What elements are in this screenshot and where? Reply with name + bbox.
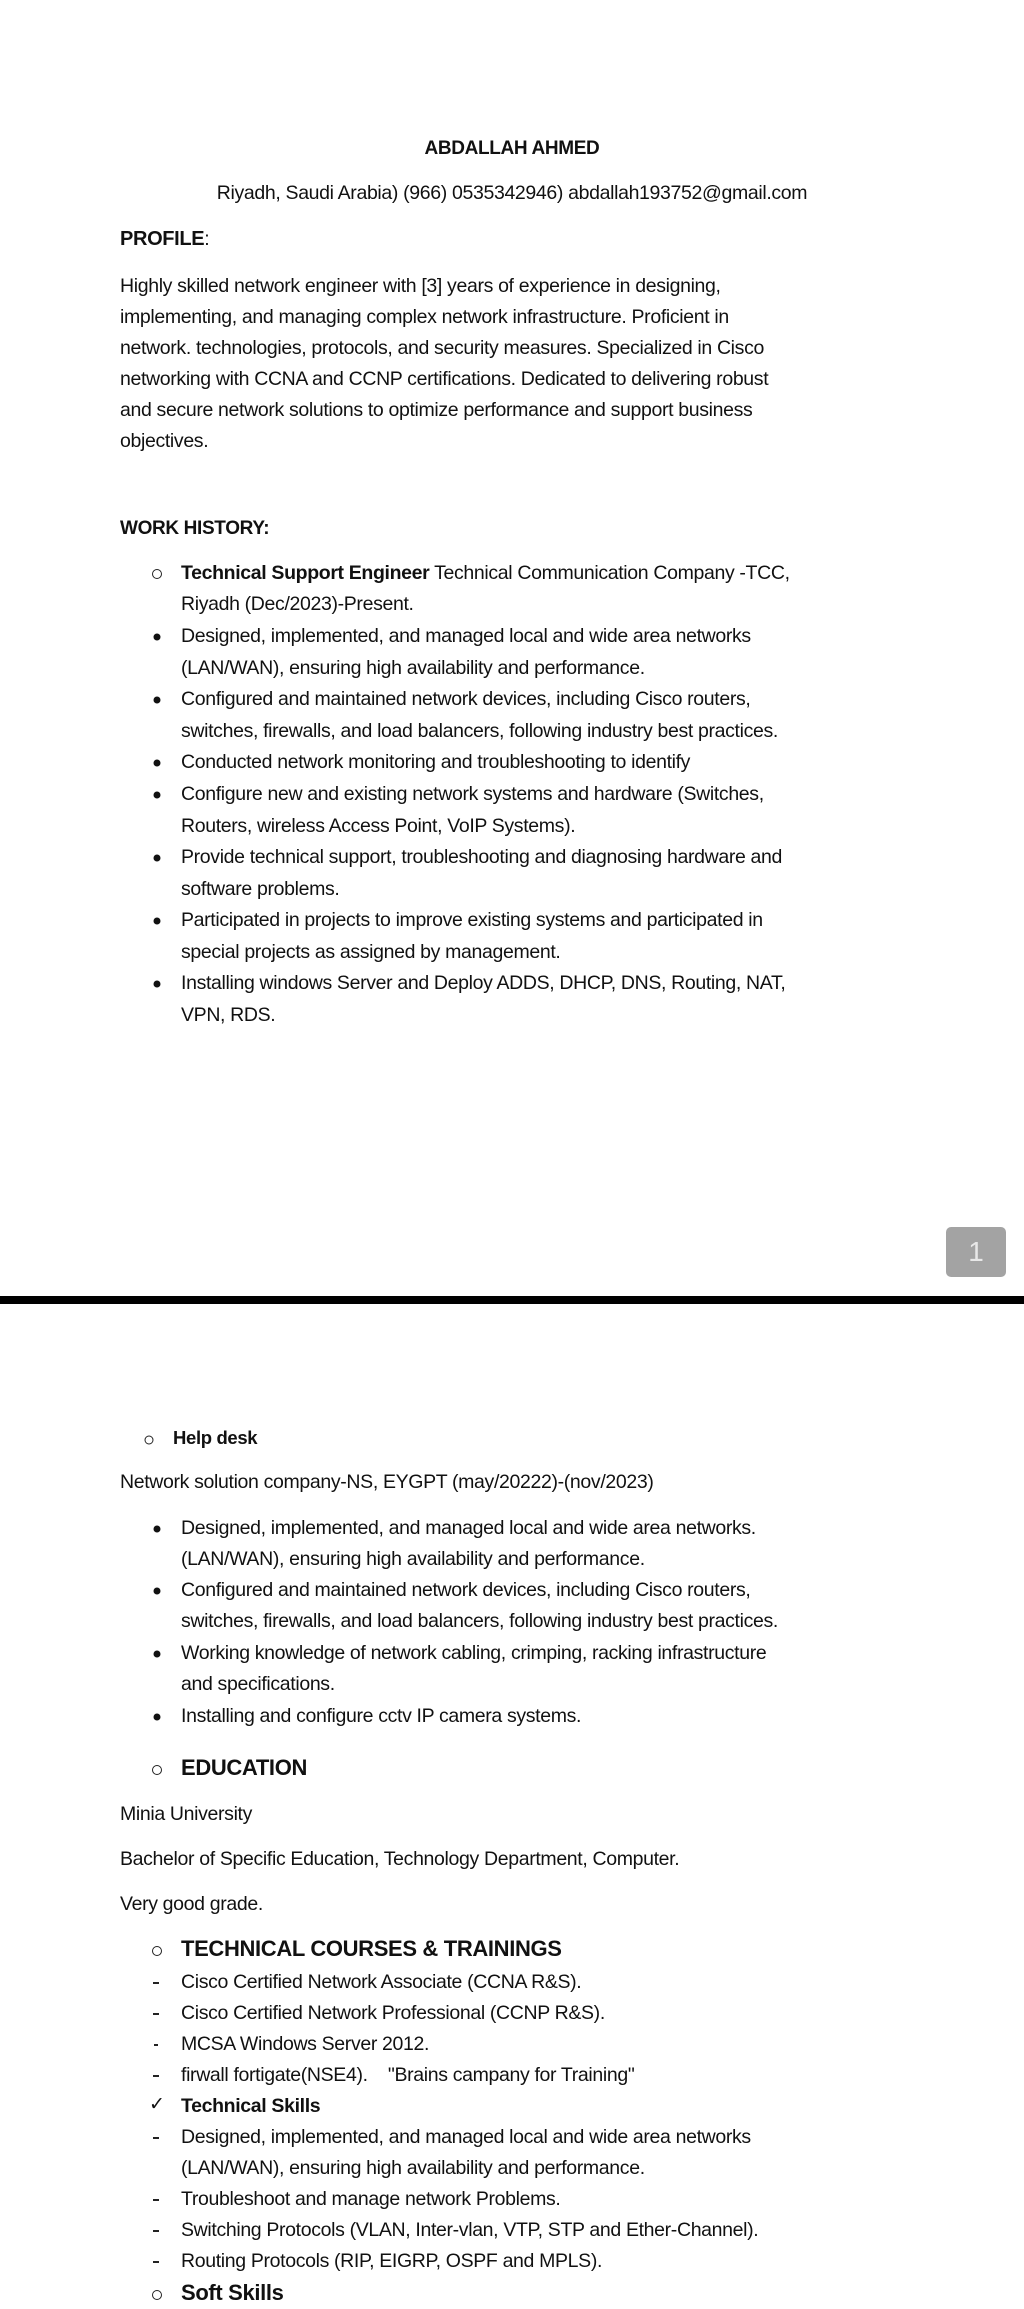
work-history-heading: WORK HISTORY: — [120, 518, 270, 539]
education-university: Minia University — [120, 1803, 253, 1825]
job-bullet-line: Configured and maintained network devices, including Cisco routers, — [181, 688, 751, 710]
bullet-icon — [154, 1526, 161, 1533]
job-bullet-line: Designed, implemented, and managed local and wide area networks. — [181, 1517, 756, 1539]
job-bullet-line: special projects as assigned by management. — [181, 941, 561, 963]
course-item: Cisco Certified Network Professional (CCNP R&S). — [181, 2002, 605, 2024]
education-grade: Very good grade. — [120, 1893, 263, 1915]
job-bullet-line: Installing windows Server and Deploy ADDS, DHCP, DNS, Routing, NAT, — [181, 972, 786, 994]
job-title: Technical Support Engineer — [181, 562, 430, 584]
profile-line: objectives. — [120, 430, 209, 452]
bullet-icon — [154, 1714, 161, 1721]
job-bullet-line: Installing and configure cctv IP camera systems. — [181, 1705, 582, 1727]
job-company-dates: Riyadh (Dec/2023)-Present. — [181, 593, 414, 615]
contact-line: Riyadh, Saudi Arabia) (966) 0535342946) abdallah193752@gmail.com — [216, 182, 808, 204]
bullet-icon — [154, 981, 161, 988]
job-bullet-line: Conducted network monitoring and troubleshooting to identify — [181, 751, 691, 773]
checkmark-icon: ✓ — [149, 2094, 165, 2115]
dash-bullet-icon — [153, 1982, 159, 1984]
job-bullet-line: Participated in projects to improve existing systems and participated in — [181, 909, 763, 931]
job-bullet-line: Configured and maintained network devices, including Cisco routers, — [181, 1579, 751, 1601]
bullet-icon — [154, 1588, 161, 1595]
job-bullet-line: switches, firewalls, and load balancers, following industry best practices. — [181, 720, 778, 742]
hollow-circle-bullet-icon — [152, 569, 162, 579]
skill-item: Switching Protocols (VLAN, Inter-vlan, VTP, STP and Ether-Channel). — [181, 2219, 759, 2241]
hollow-circle-bullet-icon — [152, 2290, 162, 2300]
job-bullet-line: (LAN/WAN), ensuring high availability and performance. — [181, 657, 645, 679]
dash-bullet-icon — [153, 2137, 159, 2139]
job-bullet-line: Designed, implemented, and managed local and wide area networks — [181, 625, 751, 647]
dash-bullet-icon — [153, 2230, 159, 2232]
hollow-circle-bullet-icon — [152, 1946, 162, 1956]
bullet-icon — [154, 760, 161, 767]
dash-bullet-icon — [153, 2261, 159, 2263]
profile-heading-text: PROFILE — [120, 228, 205, 250]
hollow-circle-bullet-icon — [152, 1765, 162, 1775]
bullet-icon — [154, 697, 161, 704]
skill-item: Troubleshoot and manage network Problems. — [181, 2188, 561, 2210]
profile-line: networking with CCNA and CCNP certifications. Dedicated to delivering robust — [120, 368, 769, 390]
course-item: MCSA Windows Server 2012. — [181, 2033, 430, 2055]
profile-heading-colon: : — [204, 228, 210, 250]
skill-item: (LAN/WAN), ensuring high availability and performance. — [181, 2157, 645, 2179]
job-bullet-line: (LAN/WAN), ensuring high availability and performance. — [181, 1548, 645, 1570]
job-company-dates: Network solution company-NS, EYGPT (may/20222)-(nov/2023) — [120, 1471, 654, 1493]
course-item: Cisco Certified Network Associate (CCNA R&S). — [181, 1971, 582, 1993]
dash-bullet-icon — [153, 2013, 159, 2015]
profile-heading — [120, 227, 209, 251]
job-bullet-line: software problems. — [181, 878, 340, 900]
page-break-divider — [0, 1296, 1024, 1304]
job-company: Technical Communication Company -TCC, — [429, 562, 790, 584]
job-bullet-line: Provide technical support, troubleshooting and diagnosing hardware and — [181, 846, 783, 868]
dash-bullet-icon — [154, 2044, 158, 2046]
bullet-icon — [154, 634, 161, 641]
job-bullet-line: and specifications. — [181, 1673, 335, 1695]
bullet-icon — [154, 855, 161, 862]
profile-line: Highly skilled network engineer with [3] years of experience in designing, — [120, 275, 721, 297]
job-bullet-line: Configure new and existing network systems and hardware (Switches, — [181, 783, 764, 805]
course-item: firwall fortigate(NSE4). "Brains campany for Training" — [181, 2064, 635, 2086]
dash-bullet-icon — [153, 2199, 159, 2201]
job-bullet-line: VPN, RDS. — [181, 1004, 276, 1026]
technical-skills-heading: Technical Skills — [181, 2095, 321, 2117]
bullet-icon — [154, 918, 161, 925]
skill-item: Routing Protocols (RIP, EIGRP, OSPF and MPLS). — [181, 2250, 603, 2272]
bullet-icon — [154, 1651, 161, 1658]
job-bullet-line: switches, firewalls, and load balancers, following industry best practices. — [181, 1610, 778, 1632]
hollow-circle-bullet-icon — [145, 1436, 154, 1445]
resume-name: ABDALLAH AHMED — [424, 138, 600, 159]
job-title: Help desk — [173, 1427, 258, 1448]
job-title-line — [181, 561, 790, 585]
profile-line: network. technologies, protocols, and security measures. Specialized in Cisco — [120, 337, 764, 359]
soft-skills-heading: Soft Skills — [181, 2280, 284, 2305]
dash-bullet-icon — [153, 2075, 159, 2077]
bullet-icon — [154, 792, 161, 799]
job-bullet-line: Working knowledge of network cabling, crimping, racking infrastructure — [181, 1642, 767, 1664]
education-degree: Bachelor of Specific Education, Technology Department, Computer. — [120, 1848, 680, 1870]
profile-line: and secure network solutions to optimize performance and support business — [120, 399, 753, 421]
page-number-badge: 1 — [946, 1227, 1006, 1277]
courses-heading: TECHNICAL COURSES & TRAININGS — [181, 1936, 562, 1961]
profile-line: implementing, and managing complex network infrastructure. Proficient in — [120, 306, 729, 328]
job-bullet-line: Routers, wireless Access Point, VoIP Systems). — [181, 815, 576, 837]
education-heading: EDUCATION — [181, 1755, 307, 1780]
skill-item: Designed, implemented, and managed local and wide area networks — [181, 2126, 751, 2148]
